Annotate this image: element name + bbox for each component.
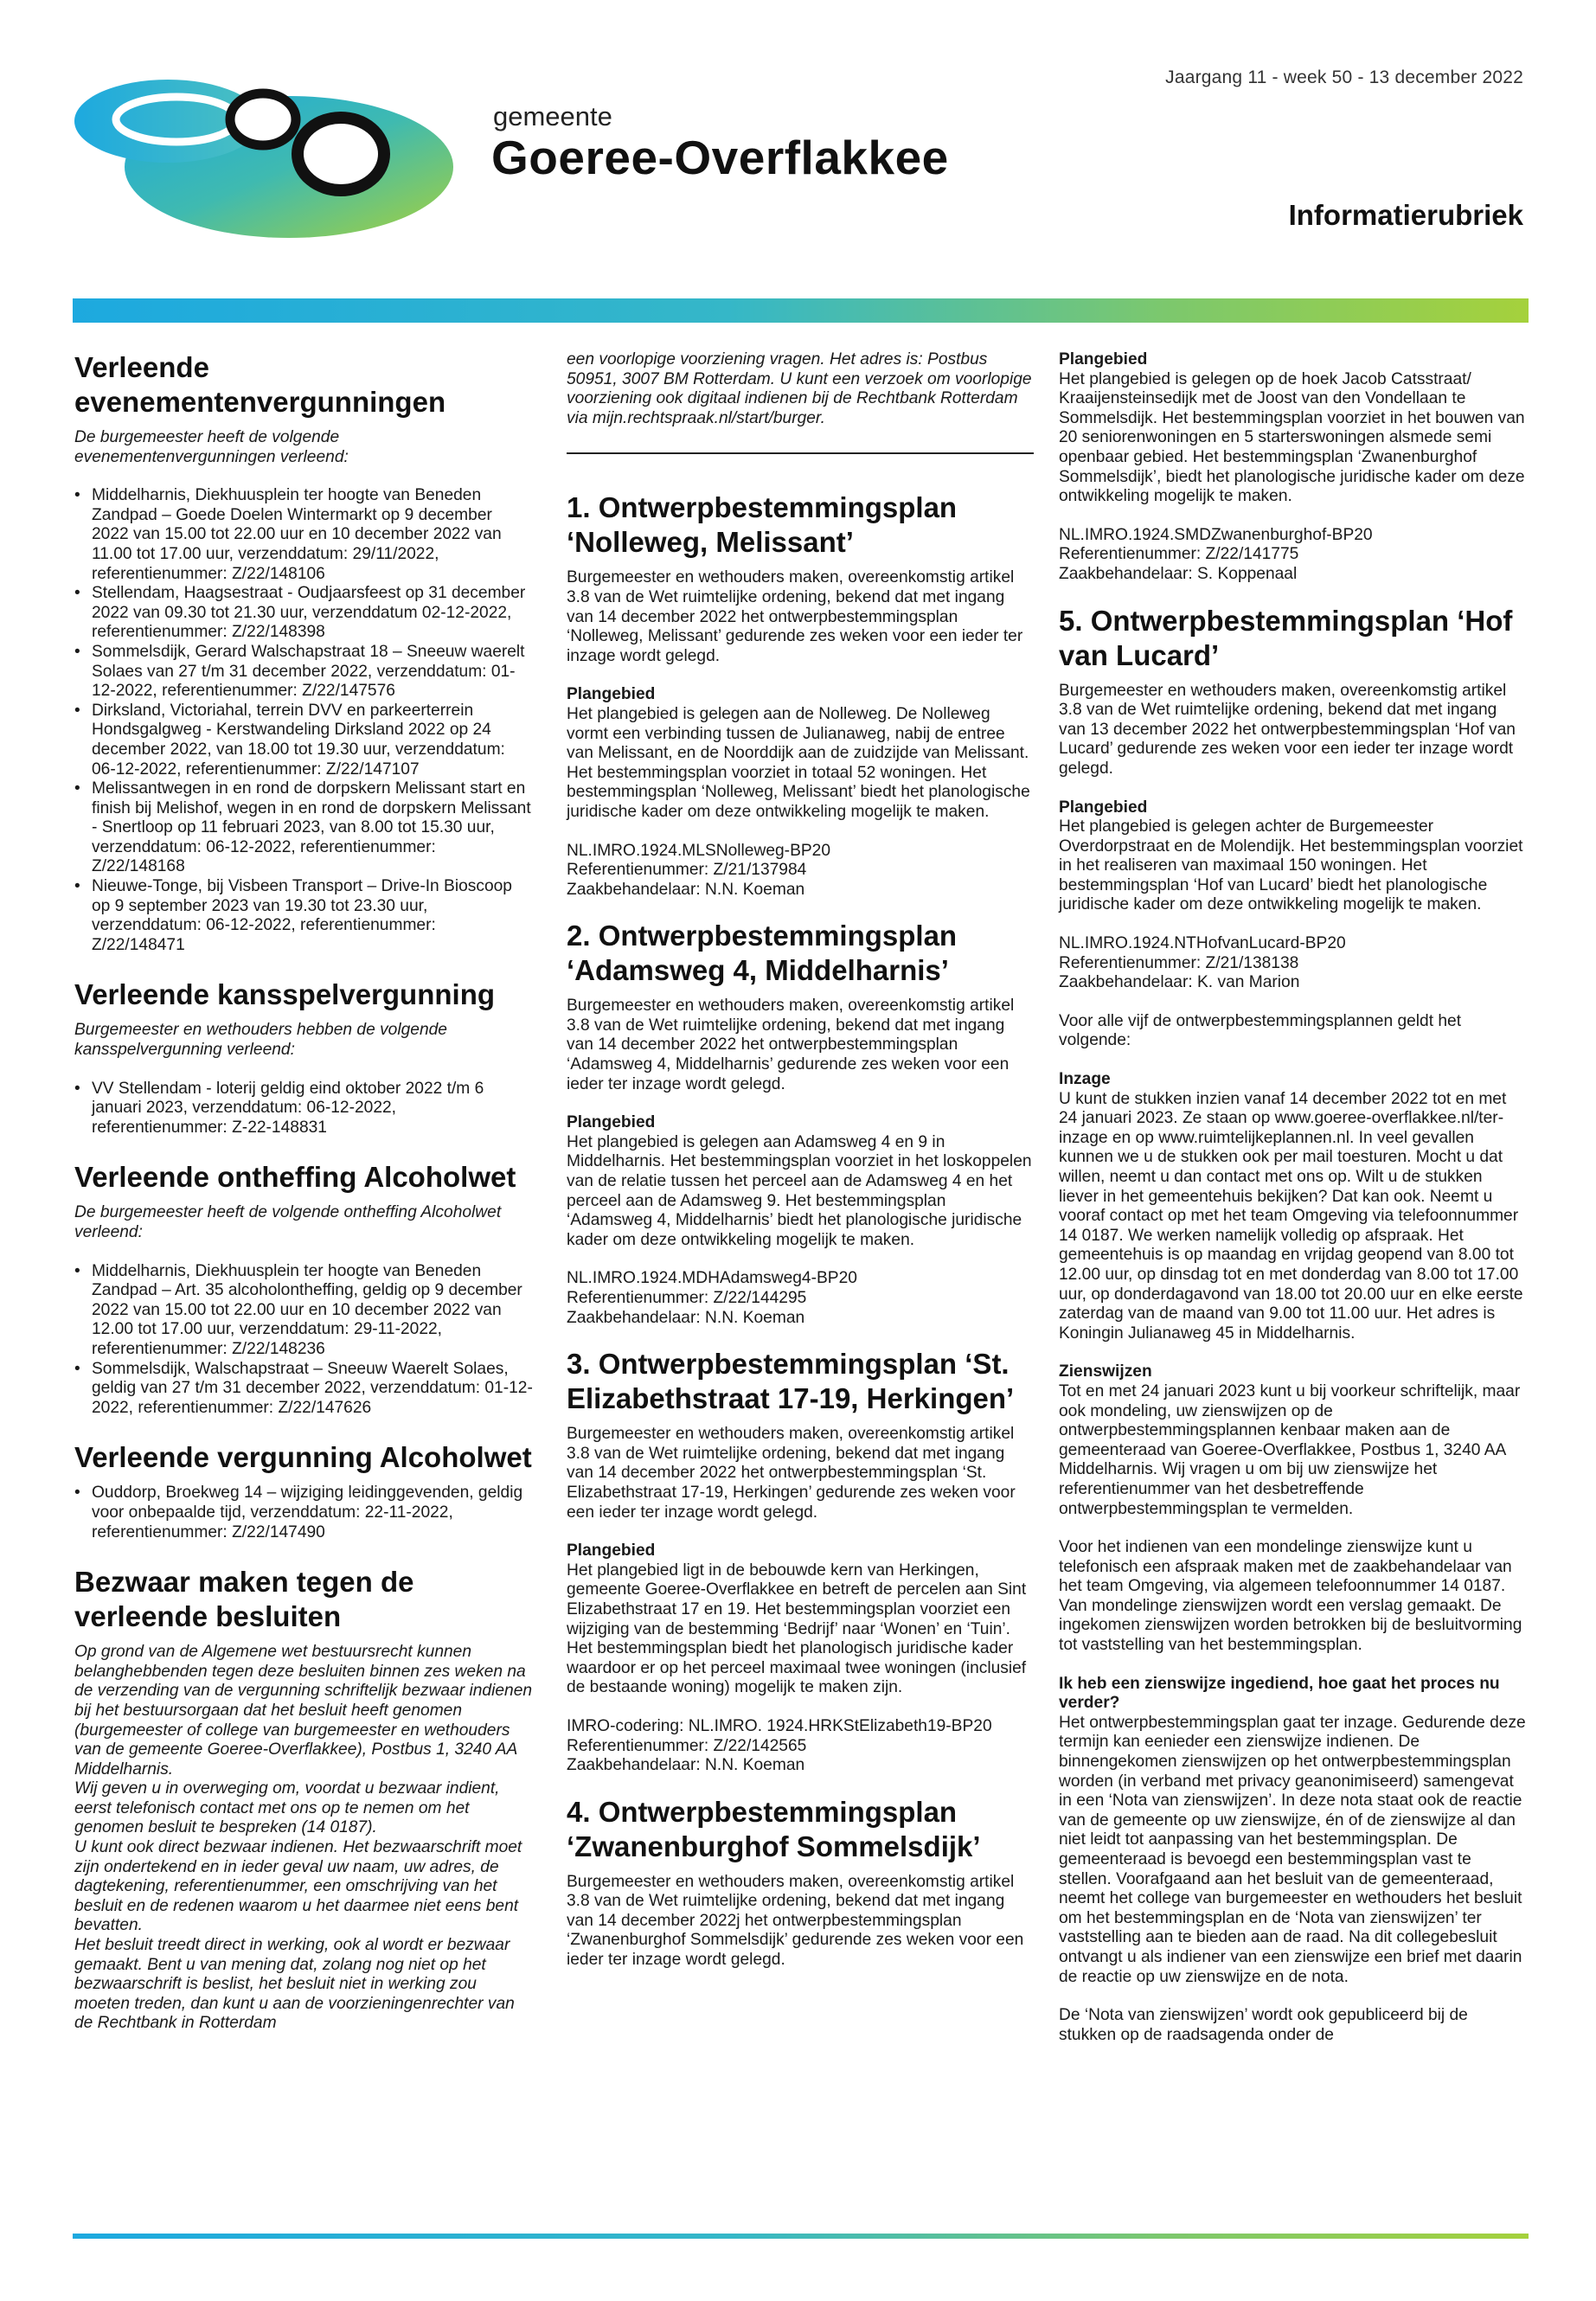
bezwaar-paragraph: Het besluit treedt direct in werking, ook al wordt er bezwaar gemaakt. Bent u van mening dat, zolang nog niet op het bezwaarschrift is beslist, het besluit niet in werking zou moeten treden, dan kunt u aan de voorzieningenrechter van de Rechtbank in Rotterdam (74, 1936, 515, 2033)
list-item: • Dirksland, Victoriahal, terrein DVV en parkeerterrein Hondsgalgweg - Kerstwandeling Dirksland 2022 op 24 december 2022, van 18.00 tot 19.30 uur, verzenddatum: 06-12-2022, referentienummer: Z/22/147107 (74, 702, 533, 779)
bezwaar-paragraph: Wij geven u in overweging om, voordat u bezwaar indient, eerst telefonisch contact met ons op te nemen om het genomen besluit te bespreken (14 0187). (74, 1779, 500, 1837)
issue-date-line: Jaargang 11 - week 50 - 13 december 2022 (1165, 67, 1523, 87)
case-handler: Zaakbehandelaar: K. van Marion (1059, 973, 1300, 992)
inzage-text: U kunt de stukken inzien vanaf 14 december 2022 tot en met 24 januari 2023. Ze staan op www.goeree-overflakkee.nl/ter-inzage en op www.ruimtelijkeplannen.nl. In veel gevallen kunnen we u de stukken ook per mail toesturen. Mocht u dat willen, neemt u dan contact met ons op. Wilt u de stukken liever in het gemeentehuis bekijken? Dat kan ook. Neemt u vooraf contact op met het team Omgeving via telefoonnummer 14 0187. We werken namelijk volledig op afspraak. Het gemeentehuis is op maandag en vrijdag geopend van 8.00 tot 12.00 uur, op dinsdag tot en met donderdag van 8.00 tot 17.00 uur, op donderdagavond van 18.00 tot 20.00 uur en elke eerste zaterdag van de maand van 9.00 tot 11.00 uur. Het adres is Koningin Julianaweg 45 in Middelharnis. (1059, 1089, 1523, 1343)
heading-plan-adamsweg: 2. Ontwerpbestemmingsplan ‘Adamsweg 4, Middelharnis’ (567, 920, 958, 987)
list-item: • Middelharnis, Diekhuusplein ter hoogte van Beneden Zandpad – Goede Doelen Wintermarkt op 9 december 2022 van 15.00 tot 22.00 uur en 10 december 2022 van 11.00 tot 17.00 uur, verzenddatum: 29/11/2022, referentienummer: Z/22/148106 (74, 486, 533, 584)
plan-intro: Burgemeester en wethouders maken, overeenkomstig artikel 3.8 van de Wet ruimtelijke ordening, bekend dat met ingang van 14 december 2022 het ontwerpbestemmingsplan ‘Adamsweg 4, Middelharnis’ gedurende zes weken voor een ieder ter inzage wordt gelegd. (567, 997, 1015, 1093)
intro-evenementen: De burgemeester heeft de volgende evenementenvergunningen verleend: (74, 428, 349, 466)
municipality-name: Goeree-Overflakkee (491, 131, 949, 184)
list-kansspel (74, 1080, 533, 1138)
section-divider (567, 452, 1034, 454)
plan-intro: Burgemeester en wethouders maken, overeenkomstig artikel 3.8 van de Wet ruimtelijke ordening, bekend dat met ingang van 14 december 2022 het ontwerpbestemmingsplan ‘St. Elizabethstraat 17-19, Herkingen’ gedurende zes weken voor een ieder ter inzage wordt gelegd. (567, 1425, 1016, 1522)
imro-code: IMRO-codering: NL.IMRO. 1924.HRKStElizabeth19-BP20 (567, 1716, 992, 1735)
imro-code: NL.IMRO.1924.NTHofvanLucard-BP20 (1059, 934, 1346, 953)
reference-number: Referentienummer: Z/21/137984 (567, 861, 807, 880)
plangebied-text: Het plangebied is gelegen aan de Nolleweg. De Nolleweg vormt een verbinding tussen de Julianaweg, nabij de entree van Melissant, en de Noorddijk aan de zuidzijde van Melissant. Het bestemmingsplan voorziet in totaal 52 woningen. Het bestemmingsplan ‘Nolleweg, Melissant’ biedt het planologische juridische kader om deze ontwikkeling mogelijk te maken. (567, 704, 1030, 821)
subheading-plangebied: Plangebied (567, 685, 656, 704)
list-item: • Sommelsdijk, Walschapstraat – Sneeuw Waerelt Solaes, geldig van 27 t/m 31 december 2022, verzenddatum: 01-12-2022, referentienummer: Z/22/147626 (74, 1360, 533, 1419)
section-label: Informatierubriek (1288, 199, 1523, 231)
reference-number: Referentienummer: Z/22/141775 (1059, 545, 1299, 564)
heading-evenementenvergunningen: Verleende evenementenvergunningen (74, 351, 446, 418)
column-1 (74, 350, 533, 2034)
heading-plan-elizabethstraat: 3. Ontwerpbestemmingsplan ‘St. Elizabethstraat 17-19, Herkingen’ (567, 1348, 1015, 1415)
subheading-plangebied: Plangebied (567, 1541, 656, 1561)
intro-kansspel: Burgemeester en wethouders hebben de volgende kansspelvergunning verleend: (74, 1021, 447, 1060)
heading-kansspelvergunning: Verleende kansspelvergunning (74, 978, 496, 1011)
plan-intro: Burgemeester en wethouders maken, overeenkomstig artikel 3.8 van de Wet ruimtelijke ordening, bekend dat met ingang van 13 december 2022 het ontwerpbestemmingsplan ‘Hof van Lucard’ gedurende zes weken voor een ieder ter inzage wordt gelegd. (1059, 681, 1516, 778)
imro-code: NL.IMRO.1924.MLSNolleweg-BP20 (567, 841, 831, 860)
heading-vergunning-alcoholwet: Verleende vergunning Alcoholwet (74, 1441, 532, 1474)
municipality-logo (73, 67, 453, 240)
heading-ontheffing-alcoholwet: Verleende ontheffing Alcoholwet (74, 1161, 516, 1194)
proces-text: Het ontwerpbestemmingsplan gaat ter inzage. Gedurende deze termijn kan eenieder een zienswijze indienen. De binnengekomen zienswijzen op het ontwerpbestemmingsplan worden (in verband met privacy geanonimiseerd) samengevat in een ‘Nota van zienswijzen’. In deze nota staat ook de reactie van de gemeente op uw zienswijze, én of de zienswijze al dan niet leidt tot aanpassing van het bestemmingsplan. De gemeenteraad is bevoegd een bestemmingsplan vast te stellen. Voorafgaand aan het besluit van de gemeenteraad, neemt het college van burgemeester en wethouders het besluit om het bestemmingsplan en de ‘Nota van zienswijzen’ ter vaststelling aan te bieden aan de raad. Na dit collegebesluit ontvangt u als indiener van een zienswijze een brief met daarin de reactie op uw zienswijze en de nota. (1059, 1713, 1526, 1986)
list-ontheffing (74, 1262, 533, 1419)
plangebied-text: Het plangebied is gelegen achter de Burgemeester Overdorpstraat en de Molendijk. Het bestemmingsplan voorziet in het realiseren van maximaal 150 woningen. Het bestemmingsplan ‘Hof van Lucard’ biedt het planologische juridische kader om deze ontwikkeling mogelijk te maken. (1059, 817, 1523, 914)
subheading-zienswijzen: Zienswijzen (1059, 1362, 1152, 1381)
case-handler: Zaakbehandelaar: N.N. Koeman (567, 880, 805, 899)
case-handler: Zaakbehandelaar: N.N. Koeman (567, 1308, 805, 1327)
bezwaar-paragraph: U kunt ook direct bezwaar indienen. Het bezwaarschrift moet zijn ondertekend en in ieder geval uw naam, uw adres, de dagtekening, referentienummer, een omschrijving van het besluit en de redenen waarom u het daarmee niet eens bent bevatten. (74, 1838, 522, 1935)
nota-text: De ‘Nota van zienswijzen’ wordt ook gepubliceerd bij de stukken op de raadsagenda onder de (1059, 2006, 1468, 2044)
subheading-inzage: Inzage (1059, 1070, 1111, 1089)
subheading-plangebied: Plangebied (1059, 350, 1148, 369)
list-item: • Stellendam, Haagsestraat - Oudjaarsfeest op 31 december 2022 van 09.30 tot 21.30 uur, verzenddatum 02-12-2022, referentienummer: Z/22/148398 (74, 584, 533, 643)
bezwaar-continuation: een voorlopige voorziening vragen. Het adres is: Postbus 50951, 3007 BM Rotterdam. U kunt een verzoek om voorlopige voorziening ook digitaal indienen bij de Rechtbank Rotterdam via mijn.rechtspraak.nl/start/burger. (567, 350, 1032, 427)
reference-number: Referentienummer: Z/21/138138 (1059, 953, 1299, 972)
reference-number: Referentienummer: Z/22/144295 (567, 1289, 807, 1307)
zienswijzen-text: Voor het indienen van een mondelinge zienswijze kunt u telefonisch een afspraak maken met de zaakbehandelaar van het team Omgeving, via algemeen telefoonnummer 14 0187. Van mondelinge zienswijzen wordt een verslag gemaakt. De ingekomen zienswijzen worden betrokken bij de besluitvorming tot vaststelling van het bestemmingsplan. (1059, 1538, 1522, 1655)
plangebied-text: Het plangebied is gelegen op de hoek Jacob Catsstraat/ Kraaijensteinsedijk met de Joost van den Vondellaan te Sommelsdijk. Het bestemmingsplan voorziet in het bouwen van 20 seniorenwoningen en 5 starterswoningen alsmede semi openbaar gebied. Het bestemmingsplan ‘Zwanenburghof Sommelsdijk’, biedt het planologische juridische kader om deze ontwikkeling mogelijk te maken. (1059, 369, 1525, 506)
heading-bezwaar: Bezwaar maken tegen de verleende besluiten (74, 1566, 414, 1633)
plangebied-text: Het plangebied ligt in de bebouwde kern van Herkingen, gemeente Goeree-Overflakkee en betreft de percelen aan Sint Elizabethstraat 17 en 19. Het bestemmingsplan voorziet een wijziging van de bestemming ‘Bedrijf’ naar ‘Wonen’ en ‘Tuin’. Het bestemmingsplan biedt het planologisch juridische kader waardoor er op het perceel maximaal twee woningen (inclusief de bestaande woning) mogelijk te maken zijn. (567, 1561, 1027, 1697)
heading-plan-hof-van-lucard: 5. Ontwerpbestemmingsplan ‘Hof van Lucard’ (1059, 604, 1513, 671)
heading-plan-zwanenburghof: 4. Ontwerpbestemmingsplan ‘Zwanenburghof Sommelsdijk’ (567, 1795, 981, 1862)
list-item: • Middelharnis, Diekhuusplein ter hoogte van Beneden Zandpad – Art. 35 alcoholontheffing, geldig op 9 december 2022 van 15.00 tot 22.00 uur en 10 december 2022 van 12.00 tot 17.00 uur, verzenddatum: 29-11-2022, referentienummer: Z/22/148236 (74, 1262, 533, 1360)
subheading-plangebied: Plangebied (567, 1113, 656, 1132)
case-handler: Zaakbehandelaar: N.N. Koeman (567, 1756, 805, 1775)
list-vergunning (74, 1484, 533, 1542)
list-item: • VV Stellendam - loterij geldig eind oktober 2022 t/m 6 januari 2023, verzenddatum: 06-12-2022, referentienummer: Z-22-148831 (74, 1080, 533, 1138)
plan-intro: Burgemeester en wethouders maken, overeenkomstig artikel 3.8 van de Wet ruimtelijke ordening, bekend dat met ingang van 14 december 2022 het ontwerpbestemmingsplan ‘Nolleweg, Melissant’ gedurende zes weken voor een ieder ter inzage wordt gelegd. (567, 568, 1023, 665)
imro-code: NL.IMRO.1924.MDHAdamsweg4-BP20 (567, 1269, 857, 1288)
list-item: • Melissantwegen in en rond de dorpskern Melissant start en finish bij Melishof, wegen in en rond de dorpskern Melissant - Snertloop op 11 februari 2023, van 8.00 tot 15.30 uur, verzenddatum: 06-12-2022, referentienummer: Z/22/148168 (74, 779, 533, 877)
list-evenementen (74, 486, 533, 955)
plangebied-text: Het plangebied is gelegen aan Adamsweg 4 en 9 in Middelharnis. Het bestemmingsplan voorziet in het loskoppelen van de relatie tussen het perceel aan de Adamsweg 4 en het perceel aan de Adamsweg 9. Het bestemmingsplan ‘Adamsweg 4, Middelharnis’ biedt het planologische juridische kader om deze ontwikkeling mogelijk te maken. (567, 1132, 1032, 1249)
column-3 (1059, 350, 1526, 2064)
header-gradient-bar (73, 298, 1529, 323)
intro-ontheffing: De burgemeester heeft de volgende ontheffing Alcoholwet verleend: (74, 1203, 502, 1241)
list-item: • Nieuwe-Tonge, bij Visbeen Transport – Drive-In Bioscoop op 9 september 2023 van 19.30 tot 23.30 uur, verzenddatum: 06-12-2022, referentienummer: Z/22/148471 (74, 877, 533, 955)
case-handler: Zaakbehandelaar: S. Koppenaal (1059, 564, 1298, 583)
list-item: • Sommelsdijk, Gerard Walschapstraat 18 – Sneeuw waerelt Solaes van 27 t/m 31 december 2022, verzenddatum: 01-12-2022, referentienummer: Z/22/147576 (74, 643, 533, 702)
bezwaar-paragraph: Op grond van de Algemene wet bestuursrecht kunnen belanghebbenden tegen deze besluiten binnen zes weken na de verzending van de vergunning schriftelijk bezwaar indienen bij het bestuursorgaan dat het besluit heeft genomen (burgemeester of college van burgemeester en wethouders van de gemeente Goeree-Overflakkee), Postbus 1, 3240 AA Middelharnis. (74, 1643, 533, 1779)
subheading-plangebied: Plangebied (1059, 798, 1148, 817)
bezwaar-text (74, 1643, 533, 2034)
column-2 (567, 350, 1034, 1990)
plan-intro: Burgemeester en wethouders maken, overeenkomstig artikel 3.8 van de Wet ruimtelijke ordening, bekend dat met ingang van 14 december 2022j het ontwerpbestemmingsplan ‘Zwanenburghof Sommelsdijk’ gedurende zes weken voor een ieder ter inzage wordt gelegd. (567, 1872, 1024, 1970)
zienswijzen-text: Tot en met 24 januari 2023 kunt u bij voorkeur schriftelijk, maar ook mondeling, uw zienswijzen op de ontwerpbestemmingsplannen kenbaar maken aan de gemeenteraad van Goeree-Overflakkee, Postbus 1, 3240 AA Middelharnis. Wij vragen u om bij uw zienswijze het referentienummer van het desbetreffende ontwerpbestemmingsplan te vermelden. (1059, 1381, 1521, 1518)
general-note: Voor alle vijf de ontwerpbestemmingsplannen geldt het volgende: (1059, 1011, 1462, 1050)
heading-plan-nolleweg: 1. Ontwerpbestemmingsplan ‘Nolleweg, Melissant’ (567, 491, 958, 559)
imro-code: NL.IMRO.1924.SMDZwanenburghof-BP20 (1059, 525, 1373, 544)
subheading-proces: Ik heb een zienswijze ingediend, hoe gaat het proces nu verder? (1059, 1674, 1500, 1713)
reference-number: Referentienummer: Z/22/142565 (567, 1736, 807, 1755)
footer-gradient-bar (73, 2234, 1529, 2239)
list-item: • Ouddorp, Broekweg 14 – wijziging leidinggevenden, geldig voor onbepaalde tijd, verzenddatum: 22-11-2022, referentienummer: Z/22/147490 (74, 1484, 533, 1542)
municipality-prefix: gemeente (493, 101, 612, 131)
